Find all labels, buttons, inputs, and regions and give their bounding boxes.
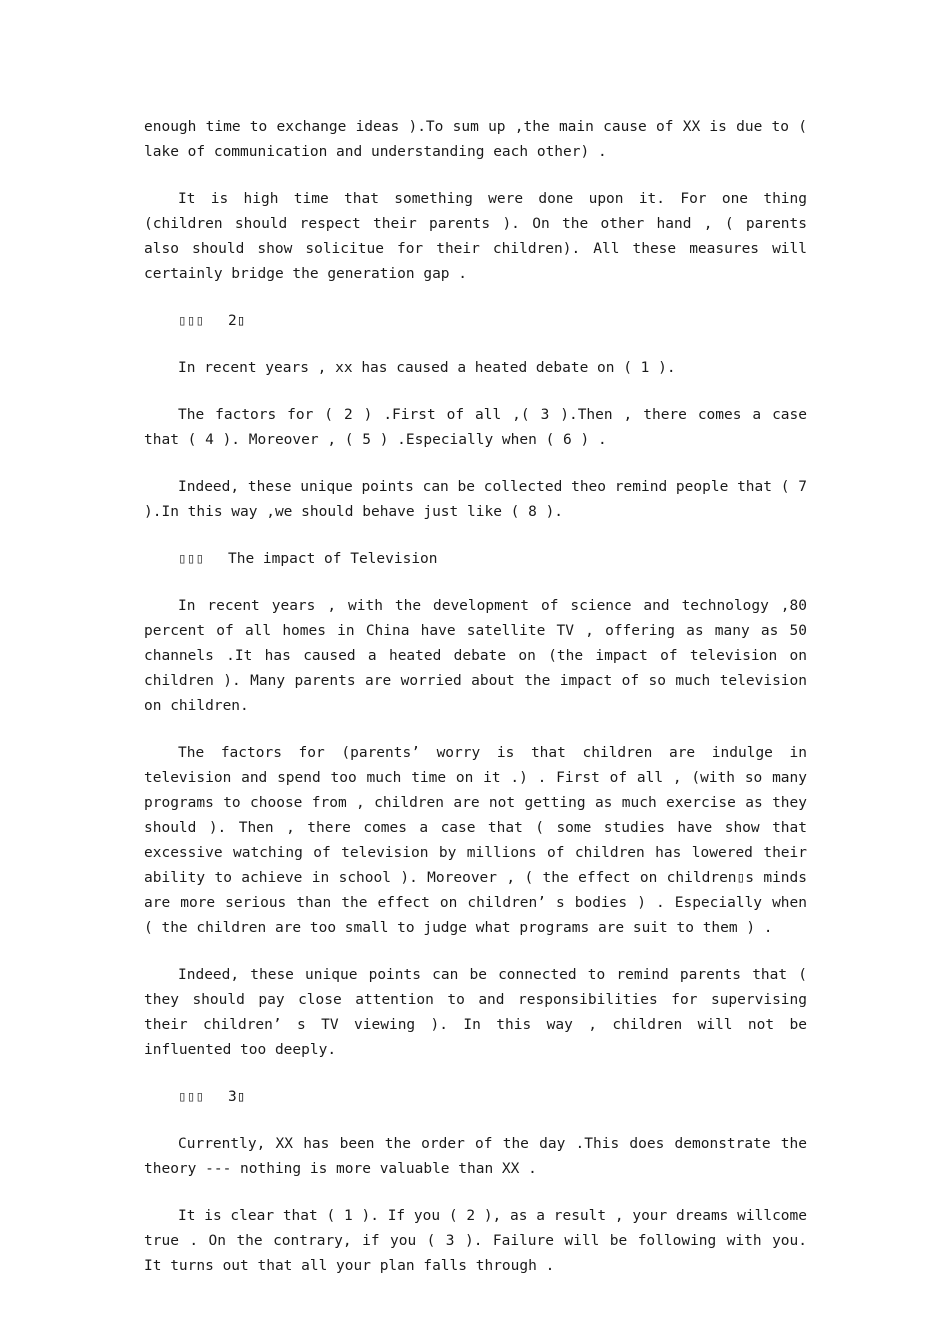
paragraph-5: Indeed, these unique points can be collected theo remind people that ( 7 ).In this way ,we should behave just like ( 8 ). [144,479,807,520]
paragraph-10: It is clear that ( 1 ). If you ( 2 ), as a result , your dreams willcome true . On the contrary, if you ( 3 ). Failure will be following with you. It turns out that all your plan falls through . [144,1208,807,1274]
paragraph-1: enough time to exchange ideas ).To sum up ,the main cause of XX is due to ( lake of communication and understanding each other) . [144,119,807,160]
example-heading-television [144,547,807,572]
heading-number: 2▯ [228,313,246,329]
paragraph-6: In recent years , with the development of science and technology ,80 percent of all homes in China have satellite TV , offering as many as 50 channels .It has caused a heated debate on (the impact of television on children ). Many parents are worried about the impact of so much television on children. [144,598,807,714]
heading-number: 3▯ [228,1089,246,1105]
heading-marker: ▯▯▯ [178,1089,205,1105]
paragraph-4: The factors for ( 2 ) .First of all ,( 3 ).Then , there comes a case that ( 4 ). Moreover , ( 5 ) .Especially when ( 6 ) . [144,407,807,448]
paragraph-3: In recent years , xx has caused a heated debate on ( 1 ). [178,360,676,376]
template-heading-2 [144,309,807,334]
heading-marker: ▯▯▯ [178,313,205,329]
paragraph-9: Currently, XX has been the order of the day .This does demonstrate the theory --- nothing is more valuable than XX . [144,1136,807,1177]
heading-marker: ▯▯▯ [178,551,205,567]
paragraph-2: It is high time that something were done upon it. For one thing (children should respect their parents ). On the other hand , ( parents also should show solicitue for their children). All these measures will certainly bridge the generation gap . [144,191,807,282]
template-heading-3 [144,1085,807,1110]
heading-title: The impact of Television [228,551,438,567]
document-page [144,115,807,1301]
paragraph-7: The factors for (parents’ worry is that children are indulge in television and spend too much time on it .) . First of all , (with so many programs to choose from , children are not getting as much exercise as they should ). Then , there comes a case that ( some studies have show that excessive watching of television by millions of children has lowered their ability to achieve in school ). Moreover , ( the effect on children▯s minds are more serious than the effect on children’ s bodies ) . Especially when ( the children are too small to judge what programs are suit to them ) . [144,745,807,936]
paragraph-8: Indeed, these unique points can be connected to remind parents that ( they should pay close attention to and responsibilities for supervising their children’ s TV viewing ). In this way , children will not be influented too deeply. [144,967,807,1058]
